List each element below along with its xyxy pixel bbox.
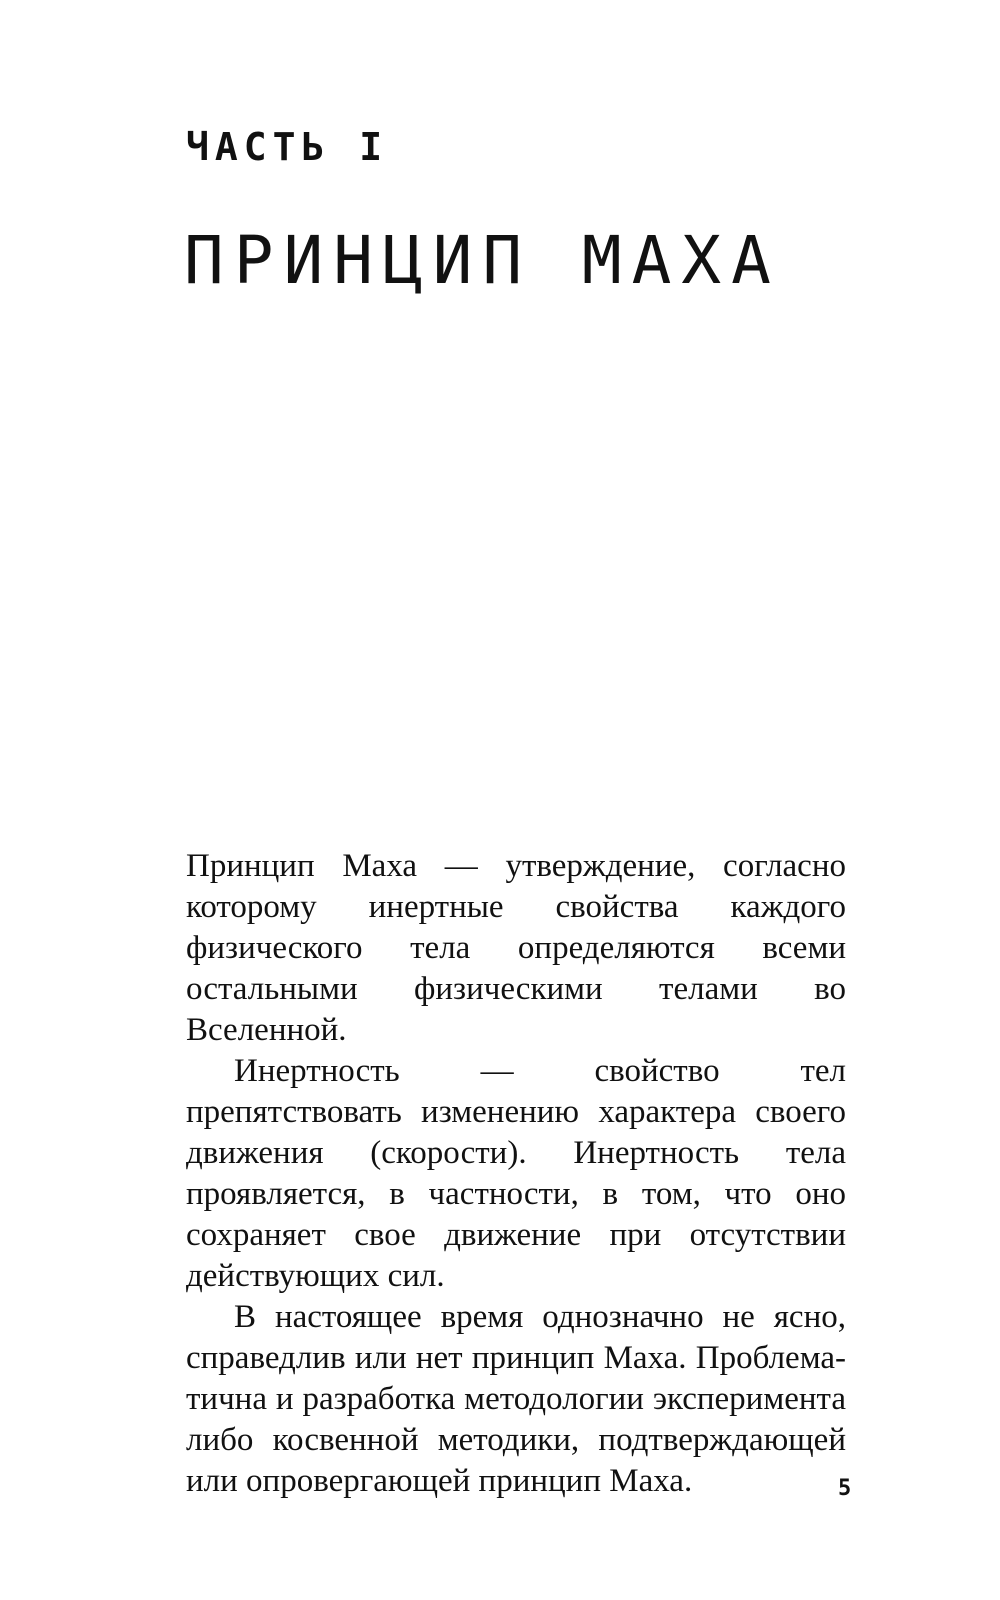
paragraph: Инертность — свойство тел препятствовать изменению характера своего движения (скорости). Инертность тела проявляется, в частности, в том, что оно сохраняет свое движение при отсутствии действующих сил. xyxy=(186,1053,846,1294)
paragraph: В настоящее время однозначно не ясно, справедлив или нет принцип Маха. Проблематична и разработка методологии эксперимента либо косвенной методики, подтверждающей или опровергающей принцип Маха. xyxy=(186,1299,846,1499)
chapter-title: ПРИНЦИП МАХА xyxy=(184,222,781,299)
paragraph: Принцип Маха — утверждение, согласно которому инертные свойства каждого физического тела определяются всеми остальными физическими телами во Вселенной. xyxy=(186,848,846,1048)
body-text xyxy=(186,846,846,1502)
page-number: 5 xyxy=(838,1476,852,1501)
part-label: ЧАСТЬ I xyxy=(186,125,389,169)
